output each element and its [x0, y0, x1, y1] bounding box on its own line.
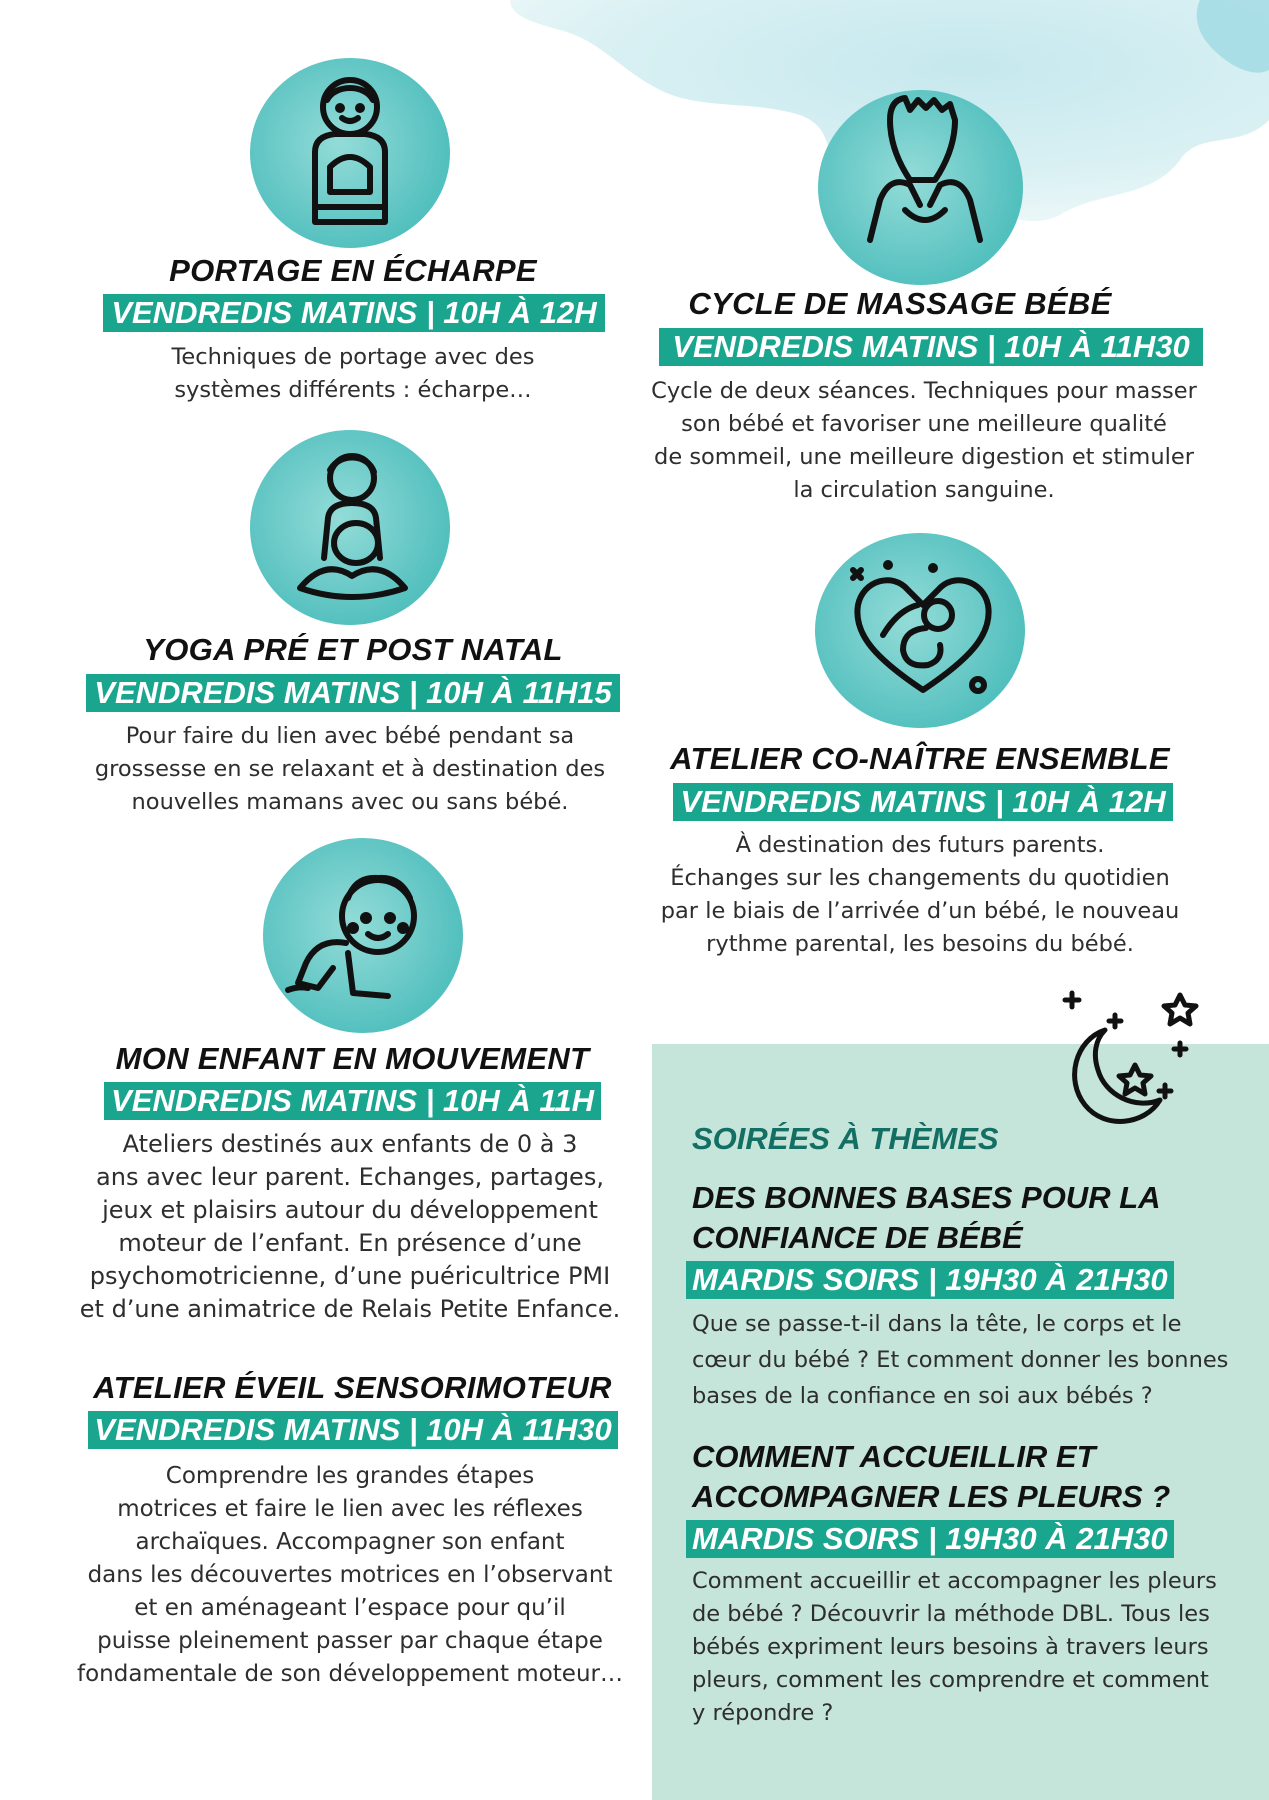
evening-title: COMMENT ACCUEILLIR ET	[692, 1439, 1096, 1474]
baby-foot-massage-icon	[860, 90, 990, 250]
activity-description: Pour faire du lien avec bébé pendant sa grossesse en se relaxant et à destination des nouvelles mamans avec ou sans bébé.	[94, 723, 606, 815]
evening-schedule: MARDIS SOIRS | 19H30 À 21H30	[686, 1520, 1174, 1558]
activity-description: À destination des futurs parents. Échanges sur les changements du quotidien par le biais de l’arrivée d’un bébé, le nouveau rythme parental, les besoins du bébé.	[660, 832, 1180, 957]
evening-heading: SOIRÉES À THÈMES	[692, 1121, 999, 1156]
activity-schedule: VENDREDIS MATINS | 10H À 11H	[104, 1082, 601, 1120]
activity-title: YOGA PRÉ ET POST NATAL	[143, 632, 563, 667]
activity-title: CYCLE DE MASSAGE BÉBÉ	[688, 286, 1112, 321]
pregnant-yoga-icon	[290, 448, 415, 603]
evening-title: DES BONNES BASES POUR LA	[692, 1180, 1161, 1215]
activity-schedule: VENDREDIS MATINS | 10H À 12H	[673, 783, 1173, 821]
activity-schedule: VENDREDIS MATINS | 10H À 11H30	[88, 1411, 618, 1449]
activity-title: ATELIER CO-NAÎTRE ENSEMBLE	[670, 741, 1170, 776]
fetus-heart-icon	[848, 560, 998, 700]
activity-schedule: VENDREDIS MATINS | 10H À 11H15	[86, 674, 620, 712]
activity-description: Comprendre les grandes étapes motrices et faire le lien avec les réflexes archaïques. Accompagner son enfant dans les découvertes motrices en l’observant et en aménageant l’espace pour qu’il puisse pleinement passer par chaque étape fondamentale de son développement moteur…	[76, 1463, 623, 1687]
activity-description: Cycle de deux séances. Techniques pour masser son bébé et favoriser une meilleure qualité de sommeil, une meilleure digestion et stimuler la circulation sanguine.	[651, 378, 1197, 503]
activity-schedule: VENDREDIS MATINS | 10H À 11H30	[659, 328, 1203, 366]
crawling-baby-icon	[278, 858, 428, 1008]
activity-description: Techniques de portage avec des systèmes différents : écharpe…	[171, 344, 535, 403]
evening-description: Comment accueillir et accompagner les pleurs de bébé ? Découvrir la méthode DBL. Tous les bébés expriment leurs besoins à travers leurs pleurs, comment les comprendre et comment y répondre ?	[692, 1568, 1217, 1726]
activity-schedule: VENDREDIS MATINS | 10H À 12H	[103, 294, 605, 332]
evening-title: ACCOMPAGNER LES PLEURS ?	[692, 1479, 1171, 1514]
activity-description: Ateliers destinés aux enfants de 0 à 3 ans avec leur parent. Echanges, partages, jeux et plaisirs autour du développement moteur de l’enfant. En présence d’une psychomotricienne, d’une puéricultrice PMI et d’une animatrice de Relais Petite Enfance.	[79, 1130, 621, 1323]
activity-title: ATELIER ÉVEIL SENSORIMOTEUR	[93, 1370, 612, 1405]
baby-carrier-icon	[295, 72, 405, 232]
evening-schedule: MARDIS SOIRS | 19H30 À 21H30	[686, 1261, 1174, 1299]
activity-title: PORTAGE EN ÉCHARPE	[169, 253, 537, 288]
activity-title: MON ENFANT EN MOUVEMENT	[115, 1041, 590, 1076]
evening-description: Que se passe-t-il dans la tête, le corps et le cœur du bébé ? Et comment donner les bonnes bases de la confiance en soi aux bébés ?	[692, 1311, 1229, 1409]
evening-title: CONFIANCE DE BÉBÉ	[692, 1220, 1023, 1255]
moon-stars-icon	[1050, 985, 1210, 1135]
